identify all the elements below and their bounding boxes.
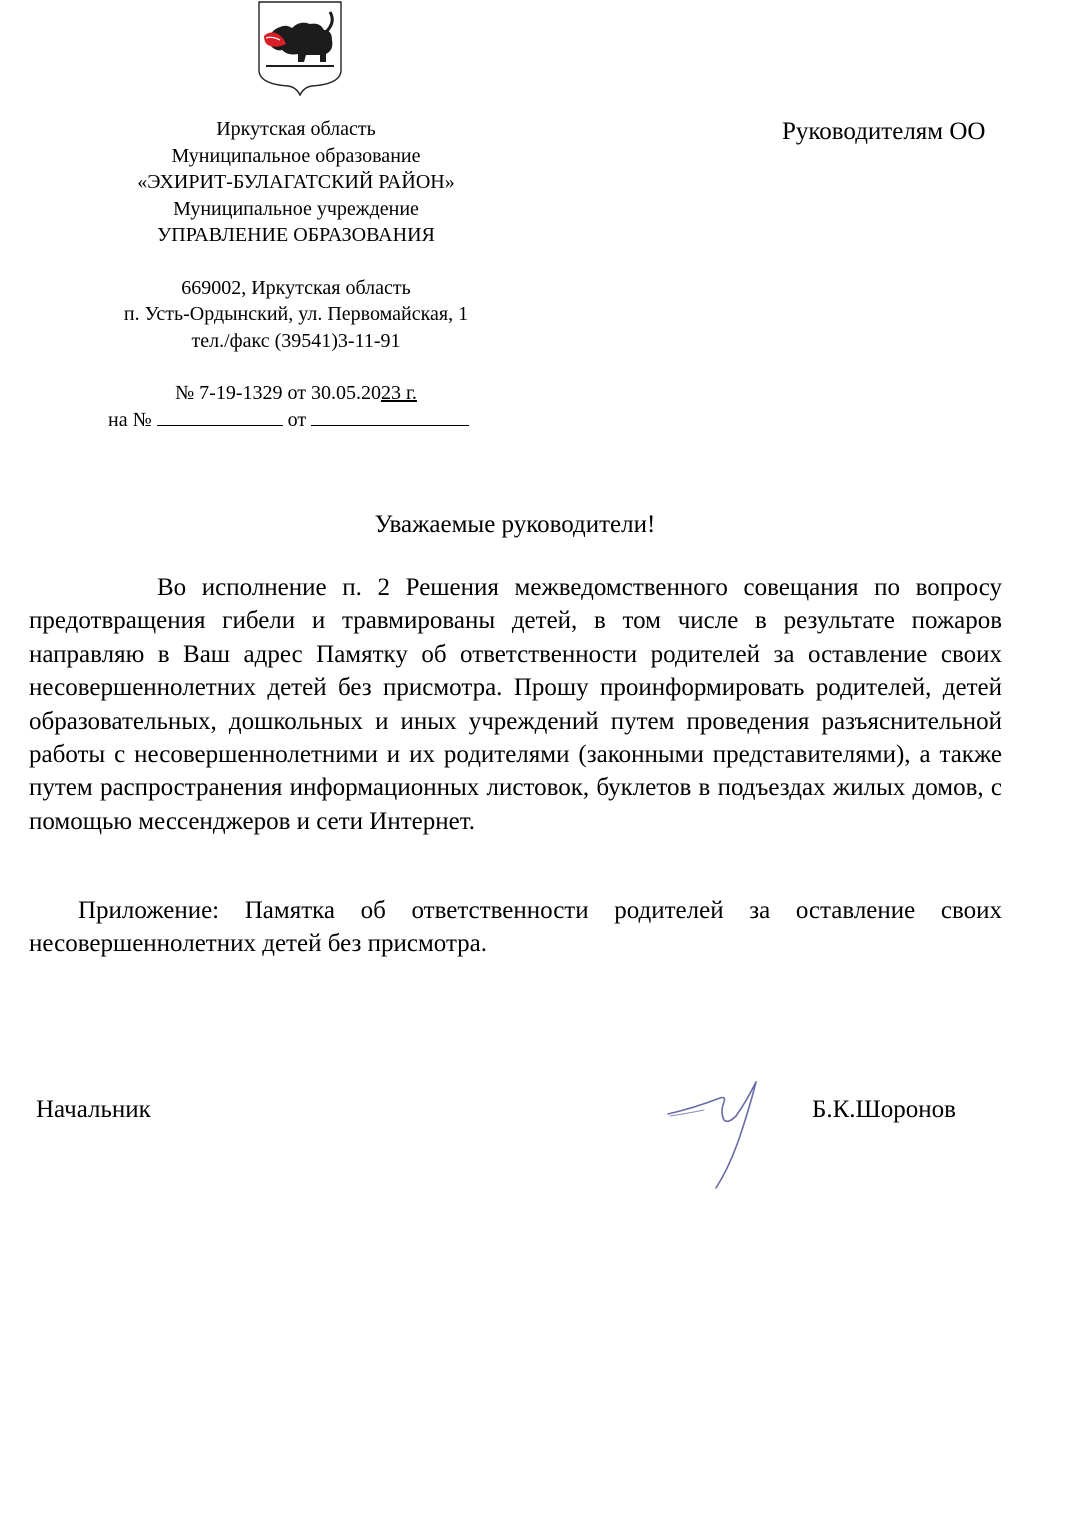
addressee: Руководителям ОО xyxy=(782,118,986,145)
letterhead-institution-type: Муниципальное учреждение xyxy=(173,197,419,220)
letterhead-region: Иркутская область xyxy=(216,118,376,140)
letterhead-municipality-type: Муниципальное образование xyxy=(171,144,421,167)
letterhead-institution-name: УПРАВЛЕНИЕ ОБРАЗОВАНИЯ xyxy=(157,224,435,246)
reply-reference-prefix: на № xyxy=(108,408,152,431)
letterhead-municipality-name: «ЭХИРИТ-БУЛАГАТСКИЙ РАЙОН» xyxy=(137,171,455,193)
letterhead-phone: тел./факс (39541)3-11-91 xyxy=(191,329,401,352)
handwritten-signature xyxy=(664,1076,784,1192)
signatory-name: Б.К.Шоронов xyxy=(812,1096,956,1123)
reply-date-blank xyxy=(311,407,469,426)
letterhead xyxy=(60,116,532,433)
reply-reference-date-label: от xyxy=(287,408,307,431)
reply-reference xyxy=(60,407,532,434)
signatory-title: Начальник xyxy=(36,1096,151,1123)
letter-body: Во исполнение п. 2 Решения межведомственного совещания по вопросу предотвращения гибели и травмированы детей, в том числе в результате пожаров направляю в Ваш адрес Памятку об ответственности родителей за оставление своих несовершеннолетних детей без присмотра. Прошу проинформировать родителей, детей образовательных, дошкольных и иных учреждений путем проведения разъяснительной работы с несовершеннолетними и их родителями (законными представителями), а также путем распространения информационных листовок, буклетов в подъездах жилых домов, с помощью мессенджеров и сети Интернет. xyxy=(29,574,1002,835)
registration-number-year: 23 г. xyxy=(380,382,417,404)
appendix-note: Приложение: Памятка об ответственности родителей за оставление своих несовершеннолетних детей без присмотра. xyxy=(29,897,1002,958)
reply-number-blank xyxy=(157,407,283,426)
greeting: Уважаемые руководители! xyxy=(374,511,656,538)
letterhead-address-line1: 669002, Иркутская область xyxy=(181,276,411,299)
letterhead-address-line2: п. Усть-Ордынский, ул. Первомайская, 1 xyxy=(123,303,469,325)
registration-number-main: № 7-19-1329 от 30.05.20 xyxy=(175,382,381,404)
coat-of-arms-icon xyxy=(256,0,344,96)
registration-number xyxy=(60,380,532,407)
